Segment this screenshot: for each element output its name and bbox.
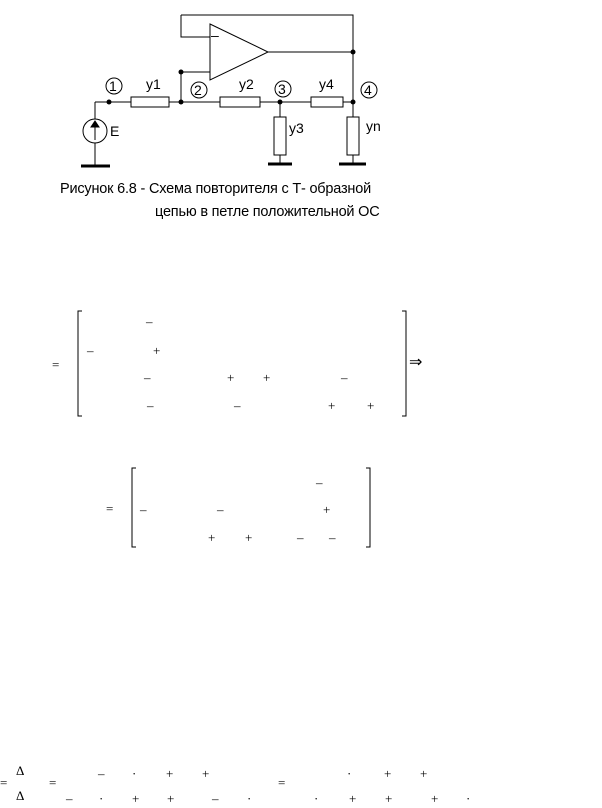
formula-row1-sign: · (132, 766, 137, 781)
node-2-label: 2 (194, 82, 202, 98)
formula-delta-num: Δ (16, 763, 25, 778)
formula-delta-den: Δ (16, 788, 25, 803)
m1-sign: + (153, 343, 161, 358)
formula-eq1: = (0, 775, 8, 790)
formula-row1-sign: + (420, 766, 428, 781)
m1-sign: – (147, 398, 154, 413)
yn-label: yn (366, 118, 381, 134)
figure-caption-line2: цепью в петле положительной ОС (155, 204, 380, 220)
m1-sign: – (341, 370, 348, 385)
formula-row2-sign: · (466, 791, 471, 806)
m1-sign: + (263, 370, 271, 385)
formula-row2-sign: + (132, 791, 140, 806)
resistor-y4 (311, 97, 343, 107)
formula-eq3: = (278, 775, 286, 790)
matrix1-arrow: ⇒ (409, 354, 423, 371)
m1-sign: + (227, 370, 235, 385)
opamp-minus-label: – (211, 27, 219, 43)
m2-sign: – (329, 530, 336, 545)
formula-row2-sign: + (385, 791, 393, 806)
formula-row1-sign: + (384, 766, 392, 781)
formula-row1-sign: + (166, 766, 174, 781)
formula-row2-sign: · (314, 791, 319, 806)
node-1-label: 1 (109, 78, 117, 94)
source-e-label: E (110, 123, 120, 139)
m1-sign: – (87, 343, 94, 358)
m2-sign: – (217, 502, 224, 517)
figure-caption-line1: Рисунок 6.8 - Схема повторителя с Т- образной (60, 181, 371, 197)
y2-label: y2 (239, 76, 254, 92)
m2-sign: – (297, 530, 304, 545)
formula-row2-sign: · (247, 791, 252, 806)
formula-row1-sign: + (202, 766, 210, 781)
formula-row1-sign: · (347, 766, 352, 781)
m2-sign: + (323, 502, 331, 517)
resistor-yn (347, 117, 359, 155)
m2-sign: + (245, 530, 253, 545)
m2-sign: – (140, 502, 147, 517)
y4-label: y4 (319, 76, 334, 92)
m1-sign: – (146, 314, 153, 329)
formula-row2-sign: + (349, 791, 357, 806)
formula-row2-sign: – (66, 791, 73, 806)
formula-row2-sign: · (99, 791, 104, 806)
resistor-y2 (220, 97, 260, 107)
formula-row2-sign: + (431, 791, 439, 806)
m1-sign: – (144, 370, 151, 385)
m2-sign: + (208, 530, 216, 545)
m1-sign: + (328, 398, 336, 413)
m1-sign: – (234, 398, 241, 413)
formula-row2-sign: + (167, 791, 175, 806)
resistor-y1 (131, 97, 169, 107)
resistor-y3 (274, 117, 286, 155)
y1-label: y1 (146, 76, 161, 92)
m1-sign: + (367, 398, 375, 413)
formula-eq2: = (49, 775, 57, 790)
matrix2-equals: = (106, 501, 114, 516)
node-4-label: 4 (364, 82, 372, 98)
m2-sign: – (316, 475, 323, 490)
formula-row2-sign: – (212, 791, 219, 806)
y3-label: y3 (289, 120, 304, 136)
node-3-label: 3 (278, 81, 286, 97)
formula-row1-sign: – (98, 766, 105, 781)
matrix1-equals: = (52, 357, 60, 372)
